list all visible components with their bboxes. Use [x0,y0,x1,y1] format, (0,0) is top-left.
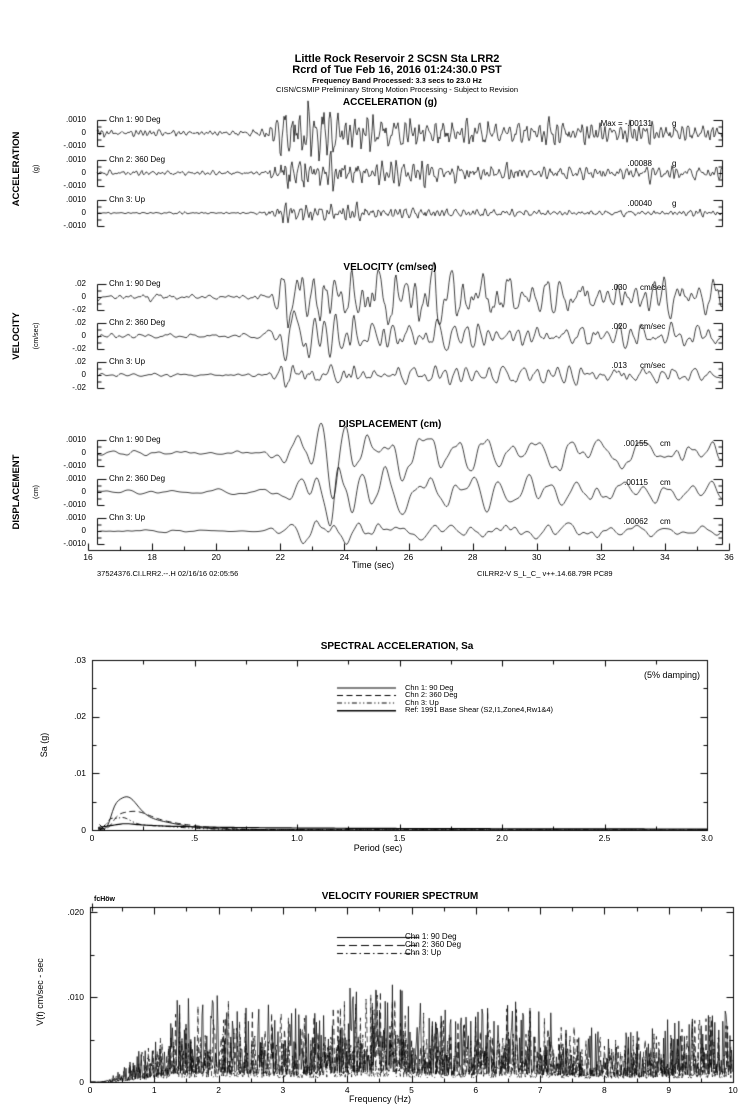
fourier-x-tick-label: 5 [409,1085,414,1095]
record-id-footer: 37524376.CI.LRR2.--.H 02/16/16 02:05:56 [97,569,239,578]
y-tick-label: .0010 [65,512,86,522]
y-tick-label: 0 [81,447,86,457]
peak-value: .00040 [627,199,652,208]
record-timestamp: Rcrd of Tue Feb 16, 2016 01:24:30.0 PST [292,64,502,76]
peak-unit: g [672,159,677,168]
y-tick-label: 0 [81,330,86,340]
fourier-x-tick-label: 7 [537,1085,543,1095]
y-tick-label: .0010 [65,114,86,124]
fourier-legend-label: Chn 3: Up [405,948,442,957]
acceleration-title: ACCELERATION (g) [342,97,438,108]
frequency-band-note: Frequency Band Processed: 3.3 secs to 23.0 Hz [312,76,482,85]
time-axis-tick-label: 20 [211,552,221,562]
peak-unit: g [672,199,677,208]
damping-note: (5% damping) [643,670,700,680]
fourier-y-tick-label: 0 [79,1076,84,1087]
y-tick-label: -.0010 [63,460,86,470]
peak-value: .020 [611,322,627,331]
time-axis-tick-label: 18 [147,552,157,562]
fourier-y-tick-label: .010 [67,991,84,1002]
y-tick-label: -.0010 [63,538,86,548]
period-axis-name: Period (sec) [353,843,403,853]
fourier-x-tick-label: 10 [728,1085,738,1095]
fourier-x-tick-label: 6 [473,1085,479,1095]
sa-x-tick-label: 1.5 [393,833,406,843]
y-tick-label: -.0010 [63,140,86,150]
fourier-spectrum-title: VELOCITY FOURIER SPECTRUM [321,891,479,902]
sa-legend-label: Chn 3: Up [405,697,439,707]
time-axis-tick-label: 28 [467,552,478,562]
y-tick-label: .0010 [65,154,86,164]
sa-x-tick-label: 2.0 [496,833,508,843]
displacement-title: DISPLACEMENT (cm) [338,419,442,430]
channel-label: Chn 3: Up [109,513,146,522]
y-tick-label: 0 [81,369,86,379]
sa-y-tick-label: .01 [74,767,86,778]
channel-label: Chn 2: 360 Deg [109,155,166,164]
y-tick-label: -.02 [72,343,86,353]
y-tick-label: .0010 [65,194,86,204]
peak-value: .00155 [623,439,648,448]
time-axis-tick-label: 34 [660,552,670,562]
y-tick-label: -.02 [72,382,86,392]
sa-x-tick-label: .5 [190,833,199,843]
velocity-title: VELOCITY (cm/sec) [343,262,437,273]
y-tick-label: -.0010 [63,499,86,509]
frequency-axis-name: Frequency (Hz) [348,1094,412,1104]
y-tick-label: .0010 [65,434,86,444]
peak-unit: g [672,119,677,128]
channel-label: Chn 3: Up [109,357,146,366]
sa-x-tick-label: 2.5 [598,833,611,843]
y-tick-label: .02 [74,356,86,366]
fourier-legend-label: Chn 1: 90 Deg [405,932,457,941]
y-tick-label: 0 [81,207,86,217]
fourier-x-tick-label: 2 [216,1085,221,1095]
record-title: Little Rock Reservoir 2 SCSN Sta LRR2 [294,53,500,65]
channel-label: Chn 3: Up [109,195,146,204]
fourier-axis-label: V(f) cm/sec - sec [35,958,46,1026]
sa-y-tick-label: 0 [81,824,86,835]
sa-y-tick-label: .03 [74,654,86,665]
peak-unit: cm [660,517,671,526]
sa-axis-label: Sa (g) [39,732,50,758]
sa-legend-label: Ref: 1991 Base Shear (S2,I1,Zone4,Rw1&4) [405,705,554,715]
y-tick-label: 0 [81,291,86,301]
sa-x-tick-label: 0 [89,833,95,843]
peak-value: .00115 [624,478,648,487]
spectral-acceleration-title: SPECTRAL ACCELERATION, Sa [320,641,474,652]
fourier-x-tick-label: 4 [344,1085,350,1095]
peak-value: .013 [611,361,627,370]
peak-unit: cm/sec [640,322,666,331]
peak-value: .00088 [627,159,652,168]
peak-unit: cm/sec [640,361,666,370]
time-axis-tick-label: 24 [339,552,350,562]
fourier-x-tick-label: 1 [151,1085,157,1095]
channel-label: Chn 1: 90 Deg [109,279,161,288]
sa-y-tick-label: .02 [74,711,86,722]
channel-label: Chn 1: 90 Deg [109,115,161,124]
peak-value: .00062 [623,517,648,526]
y-tick-label: 0 [81,486,86,496]
time-axis-name: Time (sec) [351,560,395,570]
sa-x-tick-label: 1.0 [291,833,303,843]
fourier-x-tick-label: 9 [666,1085,672,1095]
y-tick-label: 0 [81,167,86,177]
velocity-axis-unit: (cm/sec) [33,322,41,350]
y-tick-label: .02 [74,317,86,327]
fourier-x-tick-label: 0 [87,1085,93,1095]
acceleration-axis-label: ACCELERATION [10,131,22,207]
y-tick-label: 0 [81,127,86,137]
y-tick-label: -.0010 [63,220,86,230]
channel-label: Chn 1: 90 Deg [109,435,161,444]
time-axis-tick-label: 32 [596,552,606,562]
y-tick-label: .02 [74,278,86,288]
fourier-legend-label: Chn 2: 360 Deg [405,940,462,949]
displacement-axis-label: DISPLACEMENT [10,454,22,530]
time-axis-tick-label: 36 [724,552,734,562]
processing-note: CISN/CSMIP Preliminary Strong Motion Processing - Subject to Revision [275,85,519,94]
sa-legend-label: Chn 2: 360 Deg [405,690,458,700]
peak-value: Max = -.00131 [600,119,652,128]
version-footer: CILRR2-V S_L_C_ v++.14.68.79R PC89 [477,569,613,578]
time-axis-tick-label: 30 [531,552,542,562]
channel-label: Chn 2: 360 Deg [109,318,166,327]
peak-unit: cm [660,439,671,448]
channel-label: Chn 2: 360 Deg [109,474,166,483]
filter-corner-label: fcHöw [94,896,115,903]
y-tick-label: 0 [81,525,86,535]
displacement-axis-unit: (cm) [33,485,41,499]
time-axis-tick-label: 22 [275,552,286,562]
y-tick-label: .0010 [65,473,86,483]
sa-legend-label: Chn 1: 90 Deg [405,683,454,692]
fourier-x-tick-label: 3 [280,1085,286,1095]
fourier-x-tick-label: 8 [602,1085,607,1095]
velocity-axis-label: VELOCITY [10,312,22,360]
sa-x-tick-label: 3.0 [701,833,713,843]
time-axis-tick-label: 26 [403,552,414,562]
y-tick-label: -.0010 [63,180,86,190]
y-tick-label: -.02 [72,304,86,314]
fourier-y-tick-label: .020 [67,906,84,917]
peak-unit: cm/sec [640,283,666,292]
peak-unit: cm [660,478,671,487]
peak-value: .030 [611,283,627,292]
acceleration-axis-unit: (g) [33,164,41,174]
time-axis-tick-label: 16 [83,552,93,562]
